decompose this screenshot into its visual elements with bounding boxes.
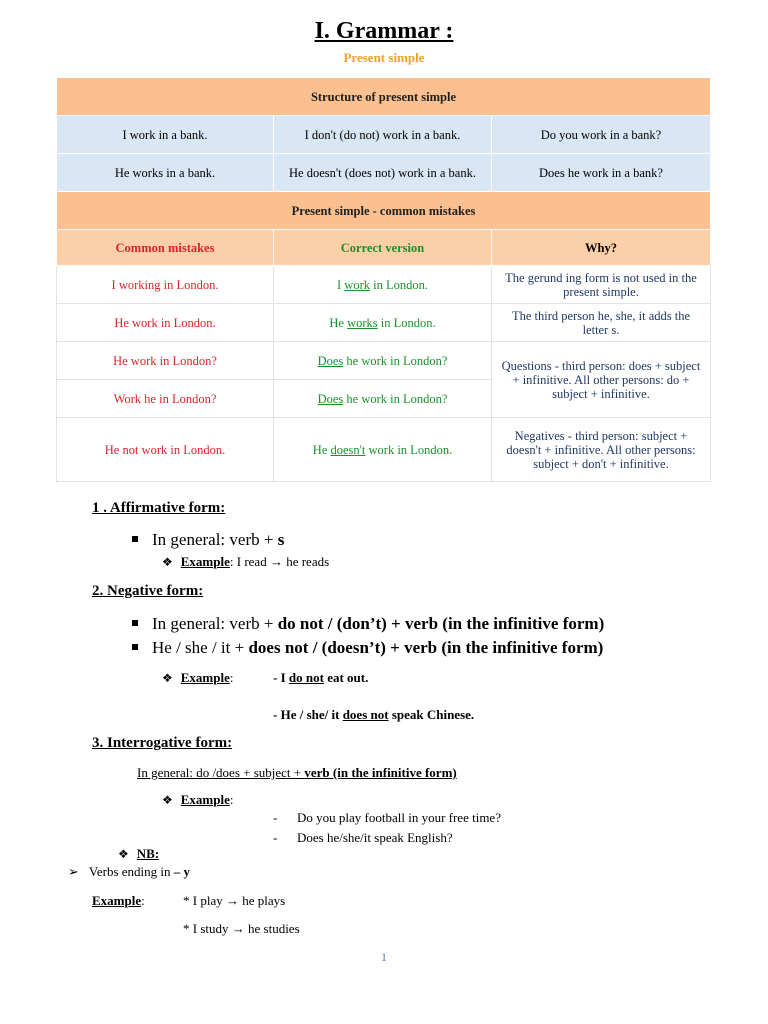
interrogative-heading: 3. Interrogative form:	[92, 735, 233, 751]
page-title: I. Grammar :	[314, 18, 454, 44]
structure-cell: I don't (do not) work in a bank.	[274, 116, 492, 154]
mistake-why: The gerund ing form is not used in the present simple.	[492, 266, 711, 304]
mistake-correct: Does he work in London?	[274, 380, 492, 418]
structure-cell: Does he work in a bank?	[492, 154, 711, 192]
diamond-bullet-icon: ❖	[118, 847, 129, 861]
affirmative-rule: In general: verb + s	[132, 530, 284, 550]
negative-example-1: - I do not eat out.	[273, 670, 369, 685]
mistake-why: The third person he, she, it adds the letter s.	[492, 304, 711, 342]
mistake-wrong: Work he in London?	[57, 380, 274, 418]
negative-rule-1: In general: verb + do not / (don’t) + verb (in the infinitive form)	[132, 614, 604, 634]
affirmative-heading: 1 . Affirmative form:	[92, 500, 226, 516]
square-bullet-icon	[132, 644, 138, 650]
mistake-correct: Does he work in London?	[274, 342, 492, 380]
interrogative-example-label: ❖ Example:	[162, 792, 234, 807]
structure-cell: Do you work in a bank?	[492, 116, 711, 154]
nb-point: ➢ Verbs ending in – y	[68, 864, 191, 879]
structure-cell: I work in a bank.	[57, 116, 274, 154]
negative-rule-2: He / she / it + does not / (doesn’t) + verb (in the infinitive form)	[132, 638, 603, 658]
mistake-wrong: He not work in London.	[57, 418, 274, 482]
interrogative-item: - Do you play football in your free time?	[273, 810, 501, 825]
structure-cell: He doesn't (does not) work in a bank.	[274, 154, 492, 192]
negative-example-label: ❖ Example:	[162, 670, 234, 685]
mistake-wrong: I working in London.	[57, 266, 274, 304]
diamond-bullet-icon: ❖	[162, 671, 173, 685]
arrow-bullet-icon: ➢	[68, 864, 79, 879]
col-header-mistakes: Common mistakes	[57, 230, 274, 266]
col-header-why: Why?	[492, 230, 711, 266]
affirmative-example: ❖ Example: I read → he reads	[162, 554, 330, 569]
mistake-correct: I work in London.	[274, 266, 492, 304]
page-subtitle: Present simple	[343, 50, 425, 65]
grammar-table	[56, 77, 710, 482]
page-number: 1	[381, 950, 387, 964]
mistake-why: Negatives - third person: subject + doesn't + infinitive. All other persons: subject + don't + infinitive.	[492, 418, 711, 482]
nb-example-2: * I study → he studies	[183, 921, 300, 936]
negative-example-2: - He / she/ it does not speak Chinese.	[273, 707, 475, 722]
interrogative-rule: In general: do /does + subject + verb (in the infinitive form)	[137, 765, 457, 780]
nb-example-1: * I play → he plays	[183, 893, 286, 908]
nb-label: ❖ NB:	[118, 846, 160, 861]
mistakes-header: Present simple - common mistakes	[57, 192, 711, 230]
structure-cell: He works in a bank.	[57, 154, 274, 192]
mistake-correct: He works in London.	[274, 304, 492, 342]
square-bullet-icon	[132, 536, 138, 542]
nb-example-label: Example:	[92, 893, 145, 908]
mistake-correct: He doesn't work in London.	[274, 418, 492, 482]
interrogative-item: - Does he/she/it speak English?	[273, 830, 453, 845]
negative-heading: 2. Negative form:	[92, 583, 204, 599]
diamond-bullet-icon: ❖	[162, 555, 173, 569]
diamond-bullet-icon: ❖	[162, 793, 173, 807]
structure-header: Structure of present simple	[57, 78, 711, 116]
mistake-why: Questions - third person: does + subject + infinitive. All other persons: do + subject + infinitive.	[492, 342, 711, 418]
mistake-wrong: He work in London.	[57, 304, 274, 342]
col-header-correct: Correct version	[274, 230, 492, 266]
mistake-wrong: He work in London?	[57, 342, 274, 380]
square-bullet-icon	[132, 620, 138, 626]
